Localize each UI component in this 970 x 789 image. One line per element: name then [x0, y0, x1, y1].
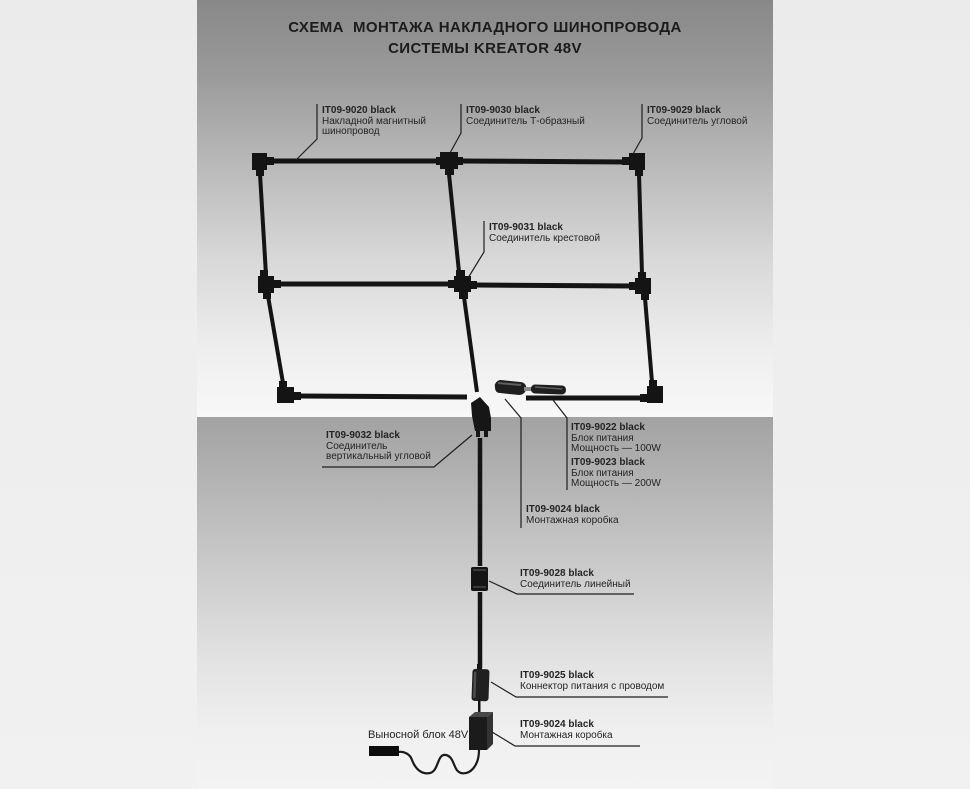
corner-connector-top-left-icon	[252, 153, 274, 176]
label-linear-connector-9028	[520, 569, 631, 590]
part-code: IT09-9032 black	[326, 430, 400, 441]
power-supply-100w-icon	[495, 380, 532, 395]
label-vertical-corner-9032	[326, 431, 431, 463]
track-segment	[462, 161, 627, 162]
label-cross-connector-9031	[489, 223, 600, 244]
part-desc: Блок питания	[571, 432, 634, 444]
track-segment	[645, 298, 652, 382]
part-desc: вертикальный угловой	[326, 451, 431, 462]
title-line-1: СХЕМА МОНТАЖА НАКЛАДНОГО ШИНОПРОВОДА	[288, 19, 682, 36]
part-code: IT09-9024 black	[526, 504, 600, 515]
part-desc: шинопровод	[322, 126, 380, 137]
part-code: IT09-9022 black	[571, 422, 645, 433]
part-desc: Коннектор питания с проводом	[520, 680, 665, 692]
remote-block-text: Выносной блок 48V	[368, 729, 469, 741]
track-segment	[268, 296, 283, 383]
part-desc: Соединитель Т-образный	[466, 115, 585, 127]
track-segment	[449, 174, 459, 272]
leader-9030	[450, 104, 461, 153]
track-segment	[299, 396, 467, 397]
diagram-title	[197, 17, 773, 59]
label-mounting-box-ceiling-9024	[526, 505, 619, 526]
t-connector-mid-right-icon	[629, 272, 651, 300]
part-code: IT09-9030 black	[466, 105, 540, 116]
part-desc: Монтажная коробка	[526, 514, 619, 526]
part-desc: Монтажная коробка	[520, 729, 613, 741]
part-desc: Соединитель крестовой	[489, 232, 601, 244]
cross-connector-icon	[448, 270, 477, 299]
power-cord	[398, 750, 479, 773]
part-desc: Соединитель	[326, 440, 388, 452]
leader-9031	[468, 221, 484, 278]
mounting-box-icon	[469, 712, 493, 750]
corner-connector-bottom-left-icon	[277, 381, 301, 403]
corner-connector-bottom-right-icon	[640, 380, 663, 403]
part-desc: Соединитель угловой	[647, 115, 748, 127]
power-supply-200w-icon	[531, 384, 566, 394]
label-psu-100w-9022	[571, 423, 661, 455]
track-segment	[464, 297, 477, 392]
part-code: IT09-9023 black	[571, 457, 645, 468]
part-code: IT09-9024 black	[520, 719, 594, 730]
part-code: IT09-9029 black	[647, 105, 721, 116]
vertical-corner-connector-icon	[471, 397, 491, 437]
label-power-connector-9025	[520, 671, 664, 692]
leader-9020	[296, 104, 317, 160]
leader-9024-ceiling	[505, 399, 521, 528]
track-segment	[639, 174, 642, 274]
part-desc: Мощность — 200W	[571, 478, 661, 489]
part-desc: Блок питания	[571, 467, 634, 479]
t-connector-mid-left-icon	[258, 270, 281, 299]
power-connector-icon	[471, 664, 489, 716]
label-mounting-box-wall-9024	[520, 720, 613, 741]
part-code: IT09-9025 black	[520, 670, 594, 681]
psu-link	[524, 387, 532, 391]
label-remote-block-48v	[368, 729, 468, 741]
corner-connector-top-right-icon	[622, 153, 645, 176]
track-segment	[476, 285, 633, 286]
part-code: IT09-9020 black	[322, 105, 396, 116]
label-t-connector-9030	[466, 106, 585, 127]
t-connector-top-icon	[436, 152, 463, 175]
title-line-2: СИСТЕМЫ KREATOR 48V	[388, 40, 582, 57]
part-code: IT09-9031 black	[489, 222, 563, 233]
part-desc: Соединитель линейный	[520, 578, 631, 590]
label-track-9020	[322, 106, 426, 138]
part-desc: Мощность — 100W	[571, 443, 661, 454]
linear-connector-icon	[471, 567, 488, 591]
remote-power-block-icon	[369, 746, 399, 756]
track-segment	[260, 174, 266, 275]
leader-9022-9023	[553, 400, 567, 490]
label-corner-connector-9029	[647, 106, 747, 127]
label-psu-200w-9023	[571, 458, 661, 490]
leader-9029	[633, 104, 642, 154]
part-desc: Накладной магнитный	[322, 115, 427, 127]
part-code: IT09-9028 black	[520, 568, 594, 579]
